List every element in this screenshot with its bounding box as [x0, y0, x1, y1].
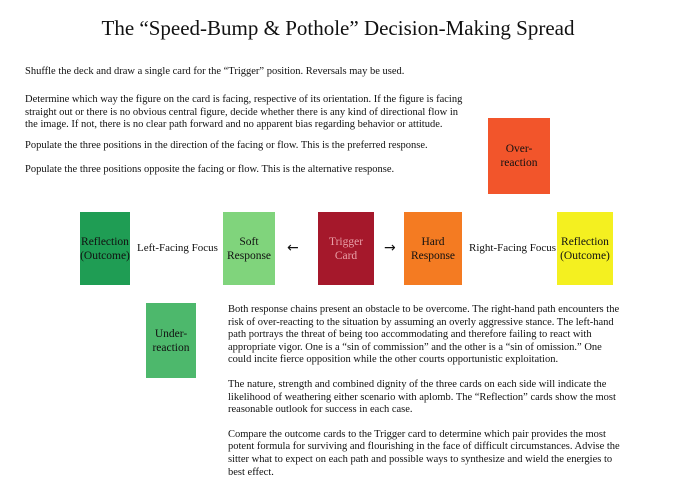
card-trigger: [318, 212, 374, 285]
card-label: Reflection (Outcome): [80, 235, 130, 262]
card-reflection-right: [557, 212, 613, 285]
explanation-text: [228, 304, 623, 491]
body-paragraph: Both response chains present an obstacle to be overcome. The right-hand path encounters the risk of over-reacting to the situation by assuming an overly aggressive stance. The left-hand path portrays the threat of being too accommodating and therefore failing to react with appropriate vigor. One is a “sin of commission” and the other is a “sin of omission.” One could incite fierce opposition while the other courts opportunistic exploitation.: [228, 304, 620, 366]
intro-paragraph: Shuffle the deck and draw a single card for the “Trigger” position. Reversals may be used.: [25, 66, 405, 77]
intro-paragraph: Populate the three positions in the direction of the facing or flow. This is the preferred response.: [25, 140, 428, 151]
card-label: Soft Response: [226, 235, 272, 262]
intro-paragraph: Populate the three positions opposite the facing or flow. This is the alternative response.: [25, 164, 395, 175]
body-paragraph: Compare the outcome cards to the Trigger card to determine which pair provides the most potent formula for surviving and flourishing in the face of difficult circumstances. Advise the sitter what to expect on each path and possible ways to synthesize and wield the energies to best effect.: [228, 428, 620, 478]
card-label: Reflection (Outcome): [560, 235, 610, 262]
card-over-reaction: [488, 118, 550, 194]
card-label: Trigger Card: [328, 235, 364, 262]
card-label: Under- reaction: [152, 327, 190, 354]
card-label: Hard Response: [410, 235, 456, 262]
left-facing-focus-label: Left-Facing Focus: [137, 242, 218, 254]
intro-paragraph: Determine which way the figure on the card is facing, respective of its orientation. If the figure is facing straight out or there is no obvious central figure, decide whether there is any kind of directional flow in the image. If not, there is no clear path forward and no apparent bias regarding behavior or attitude.: [25, 94, 463, 131]
page-title: The “Speed-Bump & Pothole” Decision-Making Spread: [101, 16, 575, 40]
card-label: Over- reaction: [500, 143, 538, 169]
card-soft-response: [223, 212, 275, 285]
body-paragraph: The nature, strength and combined dignity of the three cards on each side will indicate the likelihood of weathering either scenario with aplomb. The “Reflection” cards show the most reasonable outlook for success in each case.: [228, 378, 616, 416]
left-arrow-icon: ←: [287, 240, 299, 256]
right-facing-focus-label: Right-Facing Focus: [469, 242, 557, 254]
card-reflection-left: [80, 212, 130, 285]
card-hard-response: [404, 212, 462, 285]
right-arrow-icon: →: [384, 240, 396, 256]
card-under-reaction: [146, 303, 196, 378]
